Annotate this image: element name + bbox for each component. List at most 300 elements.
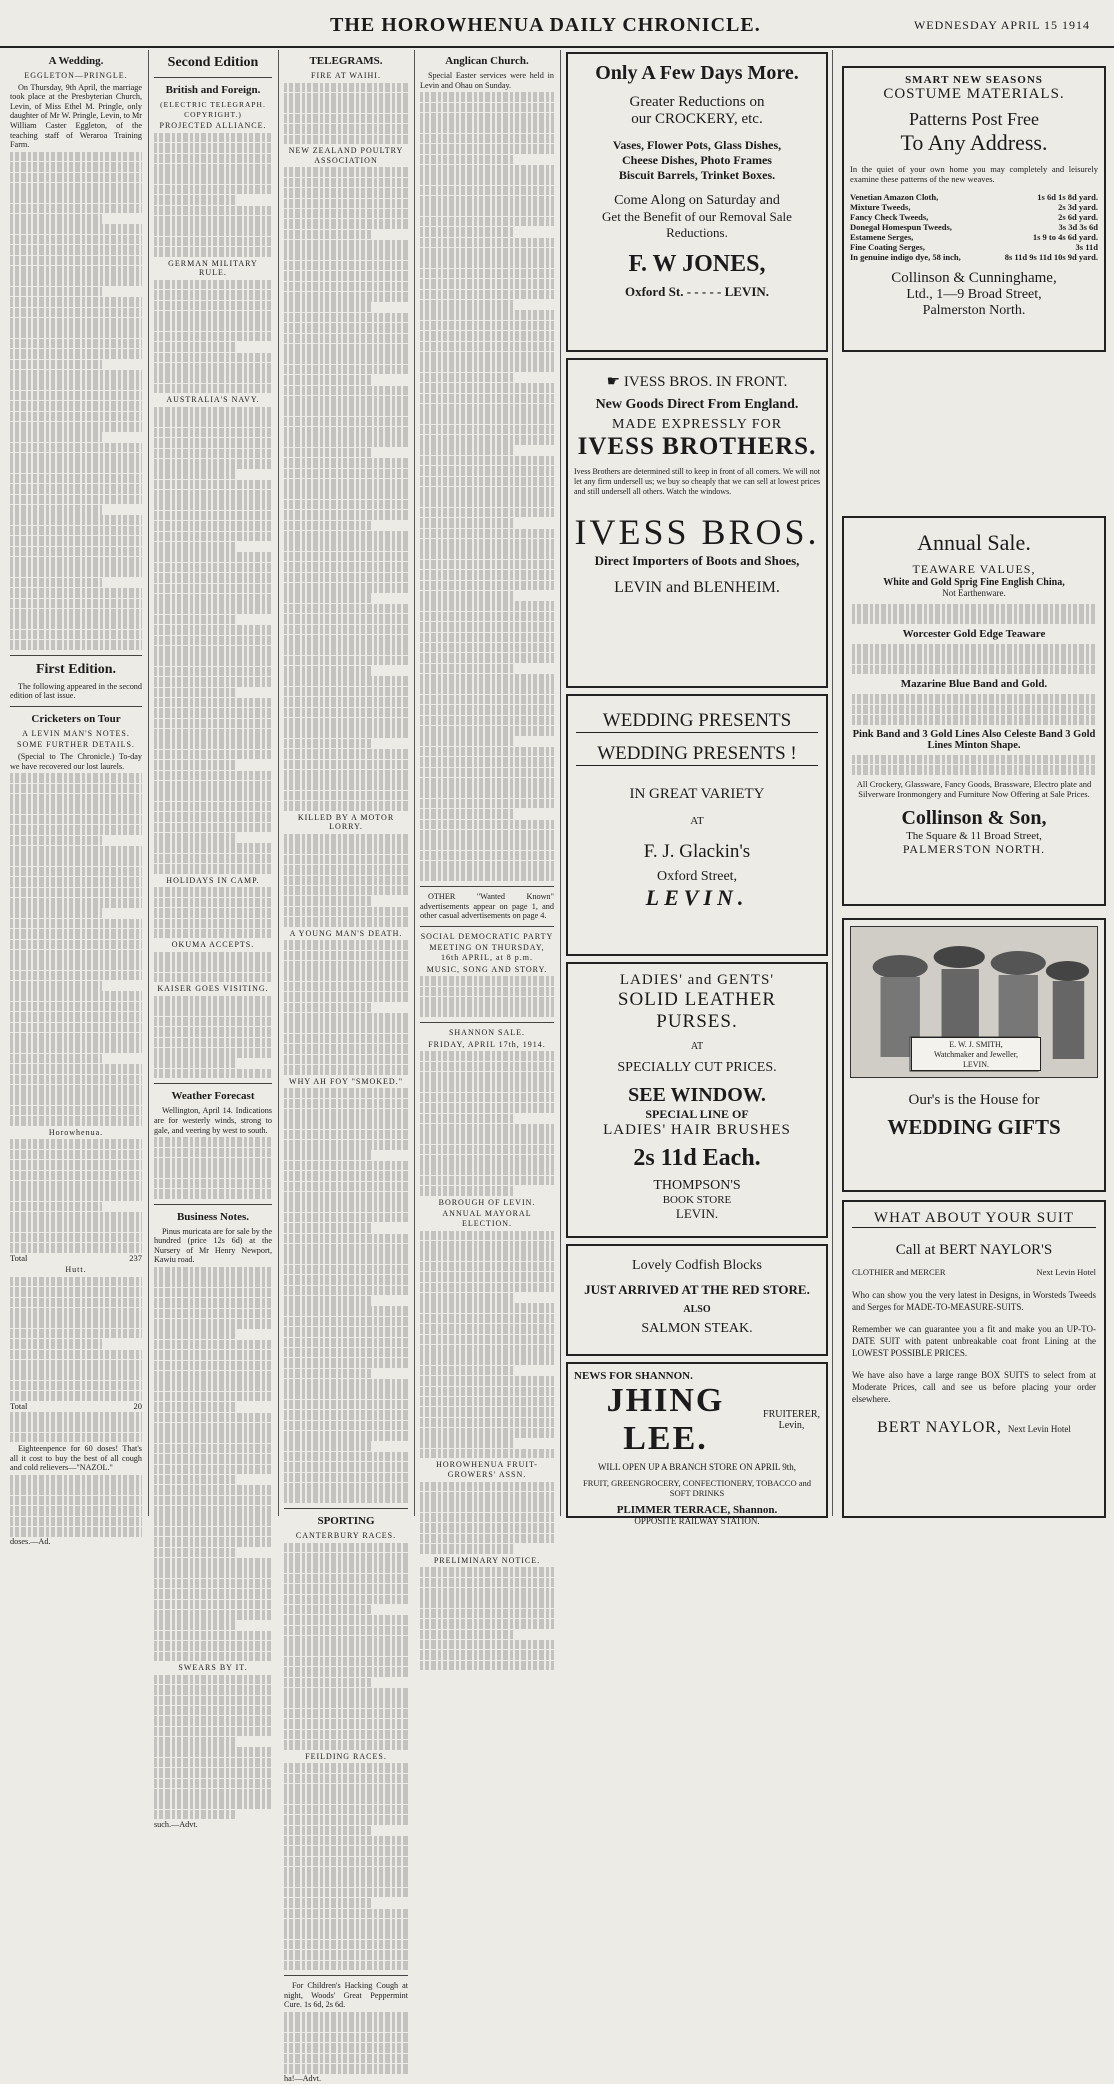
text-line <box>10 360 102 370</box>
text-line <box>420 768 554 778</box>
text-line <box>284 386 408 396</box>
text-line <box>10 547 142 557</box>
text-filler <box>154 887 272 938</box>
text-line <box>420 539 554 549</box>
text-line <box>154 449 272 459</box>
ad-line: Patterns Post Free <box>909 109 1039 129</box>
ad-title-row <box>574 1382 820 1458</box>
text-line <box>420 497 554 507</box>
text-line <box>10 836 102 846</box>
anglican-heading: Anglican Church. <box>445 55 529 67</box>
text-line <box>154 384 272 394</box>
text-line <box>10 794 142 804</box>
wire-note: (ELECTRIC TELEGRAPH. COPYRIGHT.) <box>160 100 266 119</box>
text-line <box>284 940 408 950</box>
ad-line: SPECIALLY CUT PRICES. <box>617 1060 777 1075</box>
text-line <box>284 573 408 583</box>
text-line <box>284 801 408 811</box>
divider <box>154 1083 272 1084</box>
column-rule <box>832 50 833 1516</box>
ah-foy-smoked: WHY AH FOY "SMOKED." <box>289 1076 403 1086</box>
text-line <box>284 93 408 103</box>
text-line <box>10 929 142 939</box>
text-line <box>420 404 554 414</box>
text-line <box>154 216 272 226</box>
text-line <box>420 435 554 445</box>
text-line <box>10 1318 142 1328</box>
text-line <box>420 1355 554 1365</box>
text-line <box>420 310 554 320</box>
text-filler <box>154 280 272 394</box>
column-4 <box>420 50 554 1565</box>
text-line <box>420 123 554 133</box>
text-line <box>284 708 408 718</box>
text-line <box>284 406 408 416</box>
text-line <box>154 625 272 635</box>
text-line <box>284 1483 408 1493</box>
collinson-cunninghame-ad <box>842 66 1106 352</box>
text-filler <box>154 952 272 982</box>
text-line <box>10 619 142 629</box>
text-line <box>154 1433 272 1443</box>
british-foreign-heading: British and Foreign. <box>165 84 261 96</box>
text-line <box>154 353 272 363</box>
text-line <box>284 1929 408 1939</box>
text-line <box>284 1348 408 1358</box>
text-line <box>284 697 408 707</box>
text-line <box>10 256 142 266</box>
text-line <box>420 830 554 840</box>
smith-nameplate <box>911 1037 1041 1071</box>
ad-line: Worcester Gold Edge Teaware <box>902 627 1046 640</box>
text-line <box>284 1109 408 1119</box>
text-line <box>154 898 272 908</box>
ad-body: Who can show you the very latest in Designs, in Worsteds Tweeds and Serges for MADE-TO-MEASURE-SUITS. <box>852 1290 1096 1312</box>
killed-lorry: KILLED BY A MOTOR LORRY. <box>297 812 395 832</box>
text-filler <box>154 407 272 874</box>
text-line <box>284 1213 408 1223</box>
text-line <box>420 1324 554 1334</box>
text-line <box>10 1391 142 1401</box>
feilding-races: FEILDING RACES. <box>305 1751 387 1761</box>
ad-line: Our's is the House for <box>908 1092 1040 1108</box>
text-line <box>154 1329 237 1339</box>
text-line <box>10 898 142 908</box>
text-line <box>420 1051 554 1061</box>
text-line <box>154 1402 237 1412</box>
text-line <box>284 1646 408 1656</box>
text-line <box>420 1513 554 1523</box>
cloth-name: Fine Coating Serges, <box>850 242 925 252</box>
text-line <box>10 1160 142 1170</box>
text-line <box>420 757 554 767</box>
text-line <box>154 1516 272 1526</box>
text-line <box>10 1308 142 1318</box>
text-filler <box>10 1412 142 1442</box>
column-2 <box>154 50 272 1830</box>
text-line <box>284 1234 408 1244</box>
ad-line: JUST ARRIVED AT THE RED STORE. <box>584 1282 810 1297</box>
text-line <box>154 1485 272 1495</box>
text-line <box>420 425 554 435</box>
text-line <box>284 1055 408 1065</box>
cloth-price: 3s 3d 3s 6d <box>1058 222 1098 232</box>
text-line <box>420 300 514 310</box>
price-row <box>850 192 1098 202</box>
text-line <box>10 401 142 411</box>
text-line <box>420 1428 554 1438</box>
divider <box>154 1204 272 1205</box>
text-filler <box>420 1482 554 1554</box>
text-line <box>154 1631 272 1641</box>
ad-line: Call at BERT NAYLOR'S <box>895 1242 1053 1258</box>
nazol-end: doses.—Ad. <box>10 1537 51 1547</box>
text-line <box>420 778 554 788</box>
text-line <box>10 1023 142 1033</box>
divider <box>154 77 272 78</box>
shannon-sale: SHANNON SALE. <box>448 1028 526 1037</box>
text-line <box>284 614 408 624</box>
team-2-name: Hutt. <box>65 1265 87 1275</box>
text-line <box>284 1846 408 1856</box>
text-line <box>420 1345 554 1355</box>
ad-line: IVESS BROTHERS. <box>577 433 817 460</box>
text-line <box>420 477 554 487</box>
text-line <box>154 363 272 373</box>
text-line <box>284 676 408 686</box>
ad-line: Watchmaker and Jeweller, <box>933 1050 1019 1059</box>
text-line <box>420 1492 554 1502</box>
text-line <box>154 1381 272 1391</box>
column-1 <box>10 50 142 1547</box>
text-line <box>10 1298 142 1308</box>
text-line <box>420 394 554 404</box>
text-line <box>420 1609 554 1619</box>
cloth-price: 1s 6d 1s 8d yard. <box>1037 192 1098 202</box>
text-line <box>10 960 142 970</box>
text-line <box>154 511 272 521</box>
mayoral-election: ANNUAL MAYORAL ELECTION. <box>442 1209 532 1229</box>
text-line <box>284 917 408 927</box>
text-line <box>420 840 554 850</box>
text-line <box>284 1389 408 1399</box>
text-line <box>420 1502 554 1512</box>
holidays-camp: HOLIDAYS IN CAMP. <box>166 875 260 885</box>
text-line <box>10 1033 142 1043</box>
price-row <box>850 252 1098 262</box>
text-line <box>10 526 142 536</box>
text-filler <box>10 1139 142 1253</box>
ad-line: our CROCKERY, etc. <box>631 111 763 127</box>
ad-shop-name: E. W. J. SMITH, <box>949 1040 1003 1049</box>
sdp-meeting: MEETING ON THURSDAY, 16th APRIL, at 8 p.m. <box>429 943 545 963</box>
text-line <box>154 542 237 552</box>
text-line <box>154 1685 272 1695</box>
price-row <box>850 222 1098 232</box>
text-line <box>154 750 272 760</box>
text-line <box>420 997 554 1007</box>
text-line <box>10 224 142 234</box>
text-line <box>420 1397 554 1407</box>
fire-waihi: FIRE AT WAIHI. <box>311 71 381 80</box>
text-line <box>284 1774 408 1784</box>
text-line <box>154 604 272 614</box>
text-line <box>284 562 408 572</box>
column-rule <box>560 50 561 1516</box>
text-line <box>284 593 371 603</box>
text-line <box>10 422 142 432</box>
text-filler <box>284 83 408 145</box>
cricket-sub-1: A LEVIN MAN'S NOTES. <box>22 728 130 738</box>
ad-line: SALMON STEAK. <box>641 1321 753 1336</box>
text-line <box>420 674 554 684</box>
text-line <box>154 1148 272 1158</box>
text-line <box>420 705 554 715</box>
text-line <box>154 1475 237 1485</box>
text-line <box>284 718 408 728</box>
text-line <box>10 370 142 380</box>
text-filler <box>284 834 408 927</box>
first-edition-note: The following appeared in the second edition of last issue. <box>10 681 142 701</box>
ad-headline: WEDDING PRESENTS <box>576 710 818 733</box>
cloth-price: 3s 11d <box>1075 242 1098 252</box>
text-line <box>154 1309 272 1319</box>
text-line <box>154 1350 272 1360</box>
text-line <box>10 339 142 349</box>
text-line <box>284 1909 408 1919</box>
projected-alliance: PROJECTED ALLIANCE. <box>159 121 267 131</box>
ad-town: Palmerston North. <box>922 303 1026 318</box>
text-line <box>154 802 272 812</box>
text-line <box>284 230 371 240</box>
pointing-hand-icon: ☛ <box>606 374 621 390</box>
total-label: Total <box>10 1252 28 1263</box>
text-line <box>154 1810 237 1820</box>
column-rule <box>414 50 415 1516</box>
ad-line: SPECIAL LINE OF <box>645 1107 749 1121</box>
text-line <box>420 1588 554 1598</box>
text-line <box>284 1462 408 1472</box>
ad-headline: Annual Sale. <box>917 530 1031 555</box>
anglican-text: Special Easter services were held in Levin and Ohau on Sunday. <box>420 71 554 90</box>
ad-address: PLIMMER TERRACE, Shannon. <box>616 1504 778 1516</box>
text-line <box>284 135 408 145</box>
text-line <box>420 1449 554 1459</box>
text-line <box>284 292 408 302</box>
ad-headline: SOLID LEATHER PURSES. <box>617 989 777 1032</box>
text-line <box>420 1544 514 1554</box>
text-line <box>284 240 408 250</box>
text-line <box>284 1182 408 1192</box>
text-line <box>420 1262 554 1272</box>
glackin-wedding-ad <box>566 694 828 956</box>
text-line <box>284 907 408 917</box>
cloth-name: Estamene Serges, <box>850 232 914 242</box>
text-filler <box>852 654 1096 664</box>
text-line <box>10 1496 142 1506</box>
ad-line: Cheese Dishes, Photo Frames <box>622 153 772 167</box>
text-line <box>154 1696 272 1706</box>
text-line <box>154 1610 272 1620</box>
text-line <box>10 804 142 814</box>
telegrams-heading: TELEGRAMS. <box>309 55 383 67</box>
text-line <box>10 308 142 318</box>
text-line <box>420 352 554 362</box>
text-filler <box>284 1088 408 1503</box>
text-line <box>10 193 142 203</box>
text-line <box>284 1265 408 1275</box>
text-line <box>10 867 142 877</box>
text-line <box>284 2022 408 2032</box>
text-line <box>154 1527 272 1537</box>
text-filler <box>284 940 408 1074</box>
ad-address: The Square & 11 Broad Street, <box>906 829 1042 842</box>
ad-line: LADIES' HAIR BRUSHES <box>603 1122 791 1138</box>
text-line <box>10 515 142 525</box>
divider <box>284 1508 408 1509</box>
text-line <box>10 349 142 359</box>
text-line <box>10 484 142 494</box>
sdp-heading: SOCIAL DEMOCRATIC PARTY <box>420 931 554 941</box>
text-line <box>10 162 142 172</box>
text-line <box>154 677 272 687</box>
text-line <box>154 1675 272 1685</box>
text-line <box>10 815 142 825</box>
text-line <box>284 1815 408 1825</box>
text-line <box>10 588 142 598</box>
text-line <box>154 373 272 383</box>
ad-line: Get the Benefit of our Removal Sale Reductions. <box>602 209 792 240</box>
text-line <box>284 1730 408 1740</box>
text-line <box>154 1558 272 1568</box>
text-filler <box>852 604 1096 614</box>
text-line <box>10 380 142 390</box>
text-line <box>420 1567 554 1577</box>
text-line <box>284 2054 408 2064</box>
cricket-sub-2: SOME FURTHER DETAILS. <box>17 740 135 750</box>
text-line <box>420 799 554 809</box>
text-line <box>284 1358 408 1368</box>
text-line <box>284 1493 408 1503</box>
text-line <box>154 1423 272 1433</box>
text-line <box>420 134 554 144</box>
text-line <box>10 1002 142 1012</box>
text-line <box>284 375 371 385</box>
text-line <box>420 144 554 154</box>
text-line <box>154 1288 272 1298</box>
text-line <box>284 365 408 375</box>
text-line <box>420 549 554 559</box>
text-line <box>154 133 272 143</box>
text-line <box>284 1784 408 1794</box>
text-line <box>10 297 142 307</box>
text-line <box>154 843 272 853</box>
text-line <box>420 851 554 861</box>
text-line <box>284 1119 408 1129</box>
text-line <box>284 1888 408 1898</box>
red-store-ad <box>566 1244 828 1356</box>
text-line <box>154 1137 272 1147</box>
text-line <box>284 1013 408 1023</box>
text-line <box>10 991 142 1001</box>
ivess-brothers-ad <box>566 358 828 688</box>
text-line <box>284 1327 408 1337</box>
text-line <box>420 1578 554 1588</box>
text-line <box>284 1254 408 1264</box>
text-line <box>10 183 142 193</box>
german-rule: GERMAN MILITARY RULE. <box>168 258 258 278</box>
ad-headline: Only A Few Days More. <box>595 62 799 84</box>
text-line <box>420 726 554 736</box>
text-line <box>284 728 408 738</box>
text-line <box>420 1082 554 1092</box>
text-line <box>154 919 272 929</box>
text-line <box>420 591 514 601</box>
ad-town: PALMERSTON NORTH. <box>902 841 1046 856</box>
text-line <box>154 290 272 300</box>
text-line <box>154 573 272 583</box>
text-line <box>420 1062 554 1072</box>
ad-line: TEAWARE VALUES, <box>912 562 1036 576</box>
text-line <box>284 896 371 906</box>
text-line <box>154 1361 272 1371</box>
text-line <box>284 458 408 468</box>
text-line <box>420 601 554 611</box>
ad-body: We have also have a large range BOX SUITS to select from at Moderate Prices, call and see us before placing your order elsewhere. <box>852 1370 1096 1404</box>
text-line <box>420 1124 554 1134</box>
text-line <box>420 238 554 248</box>
text-line <box>420 1103 554 1113</box>
text-line <box>284 1130 408 1140</box>
text-filler <box>420 1051 554 1196</box>
ad-headline: COSTUME MATERIALS. <box>883 86 1065 102</box>
text-line <box>420 487 554 497</box>
text-line <box>284 1473 408 1483</box>
divider <box>420 886 554 887</box>
text-line <box>10 1350 142 1360</box>
ad-town: LEVIN. <box>645 885 749 910</box>
divider <box>10 706 142 707</box>
text-line <box>284 1296 371 1306</box>
text-line <box>10 1171 142 1181</box>
text-line <box>154 973 272 983</box>
cricket-lead: (Special to The Chronicle.) To-day we have recovered our lost laurels. <box>10 752 142 771</box>
text-line <box>420 196 554 206</box>
text-line <box>10 1043 142 1053</box>
text-line <box>284 1410 408 1420</box>
text-line <box>284 114 408 124</box>
text-line <box>420 456 554 466</box>
text-line <box>284 844 408 854</box>
text-line <box>284 1719 408 1729</box>
wanted-known: OTHER "Wanted Known" advertisements appear on page 1, and other casual advertisements on page 4. <box>420 892 554 921</box>
ad-line: MADE EXPRESSLY FOR <box>611 417 783 432</box>
text-filler <box>284 1543 408 1750</box>
text-line <box>420 1007 554 1017</box>
text-line <box>154 342 237 352</box>
ad-shop-name: BERT NAYLOR, <box>877 1419 1002 1436</box>
text-line <box>10 1106 142 1116</box>
text-line <box>10 1116 142 1126</box>
text-line <box>420 518 514 528</box>
ad-line: AT <box>690 1041 704 1052</box>
text-line <box>420 466 554 476</box>
text-line <box>10 536 142 546</box>
text-line <box>154 771 272 781</box>
preliminary-notice: PRELIMINARY NOTICE. <box>433 1555 541 1565</box>
text-line <box>154 1568 272 1578</box>
text-line <box>420 1186 514 1196</box>
